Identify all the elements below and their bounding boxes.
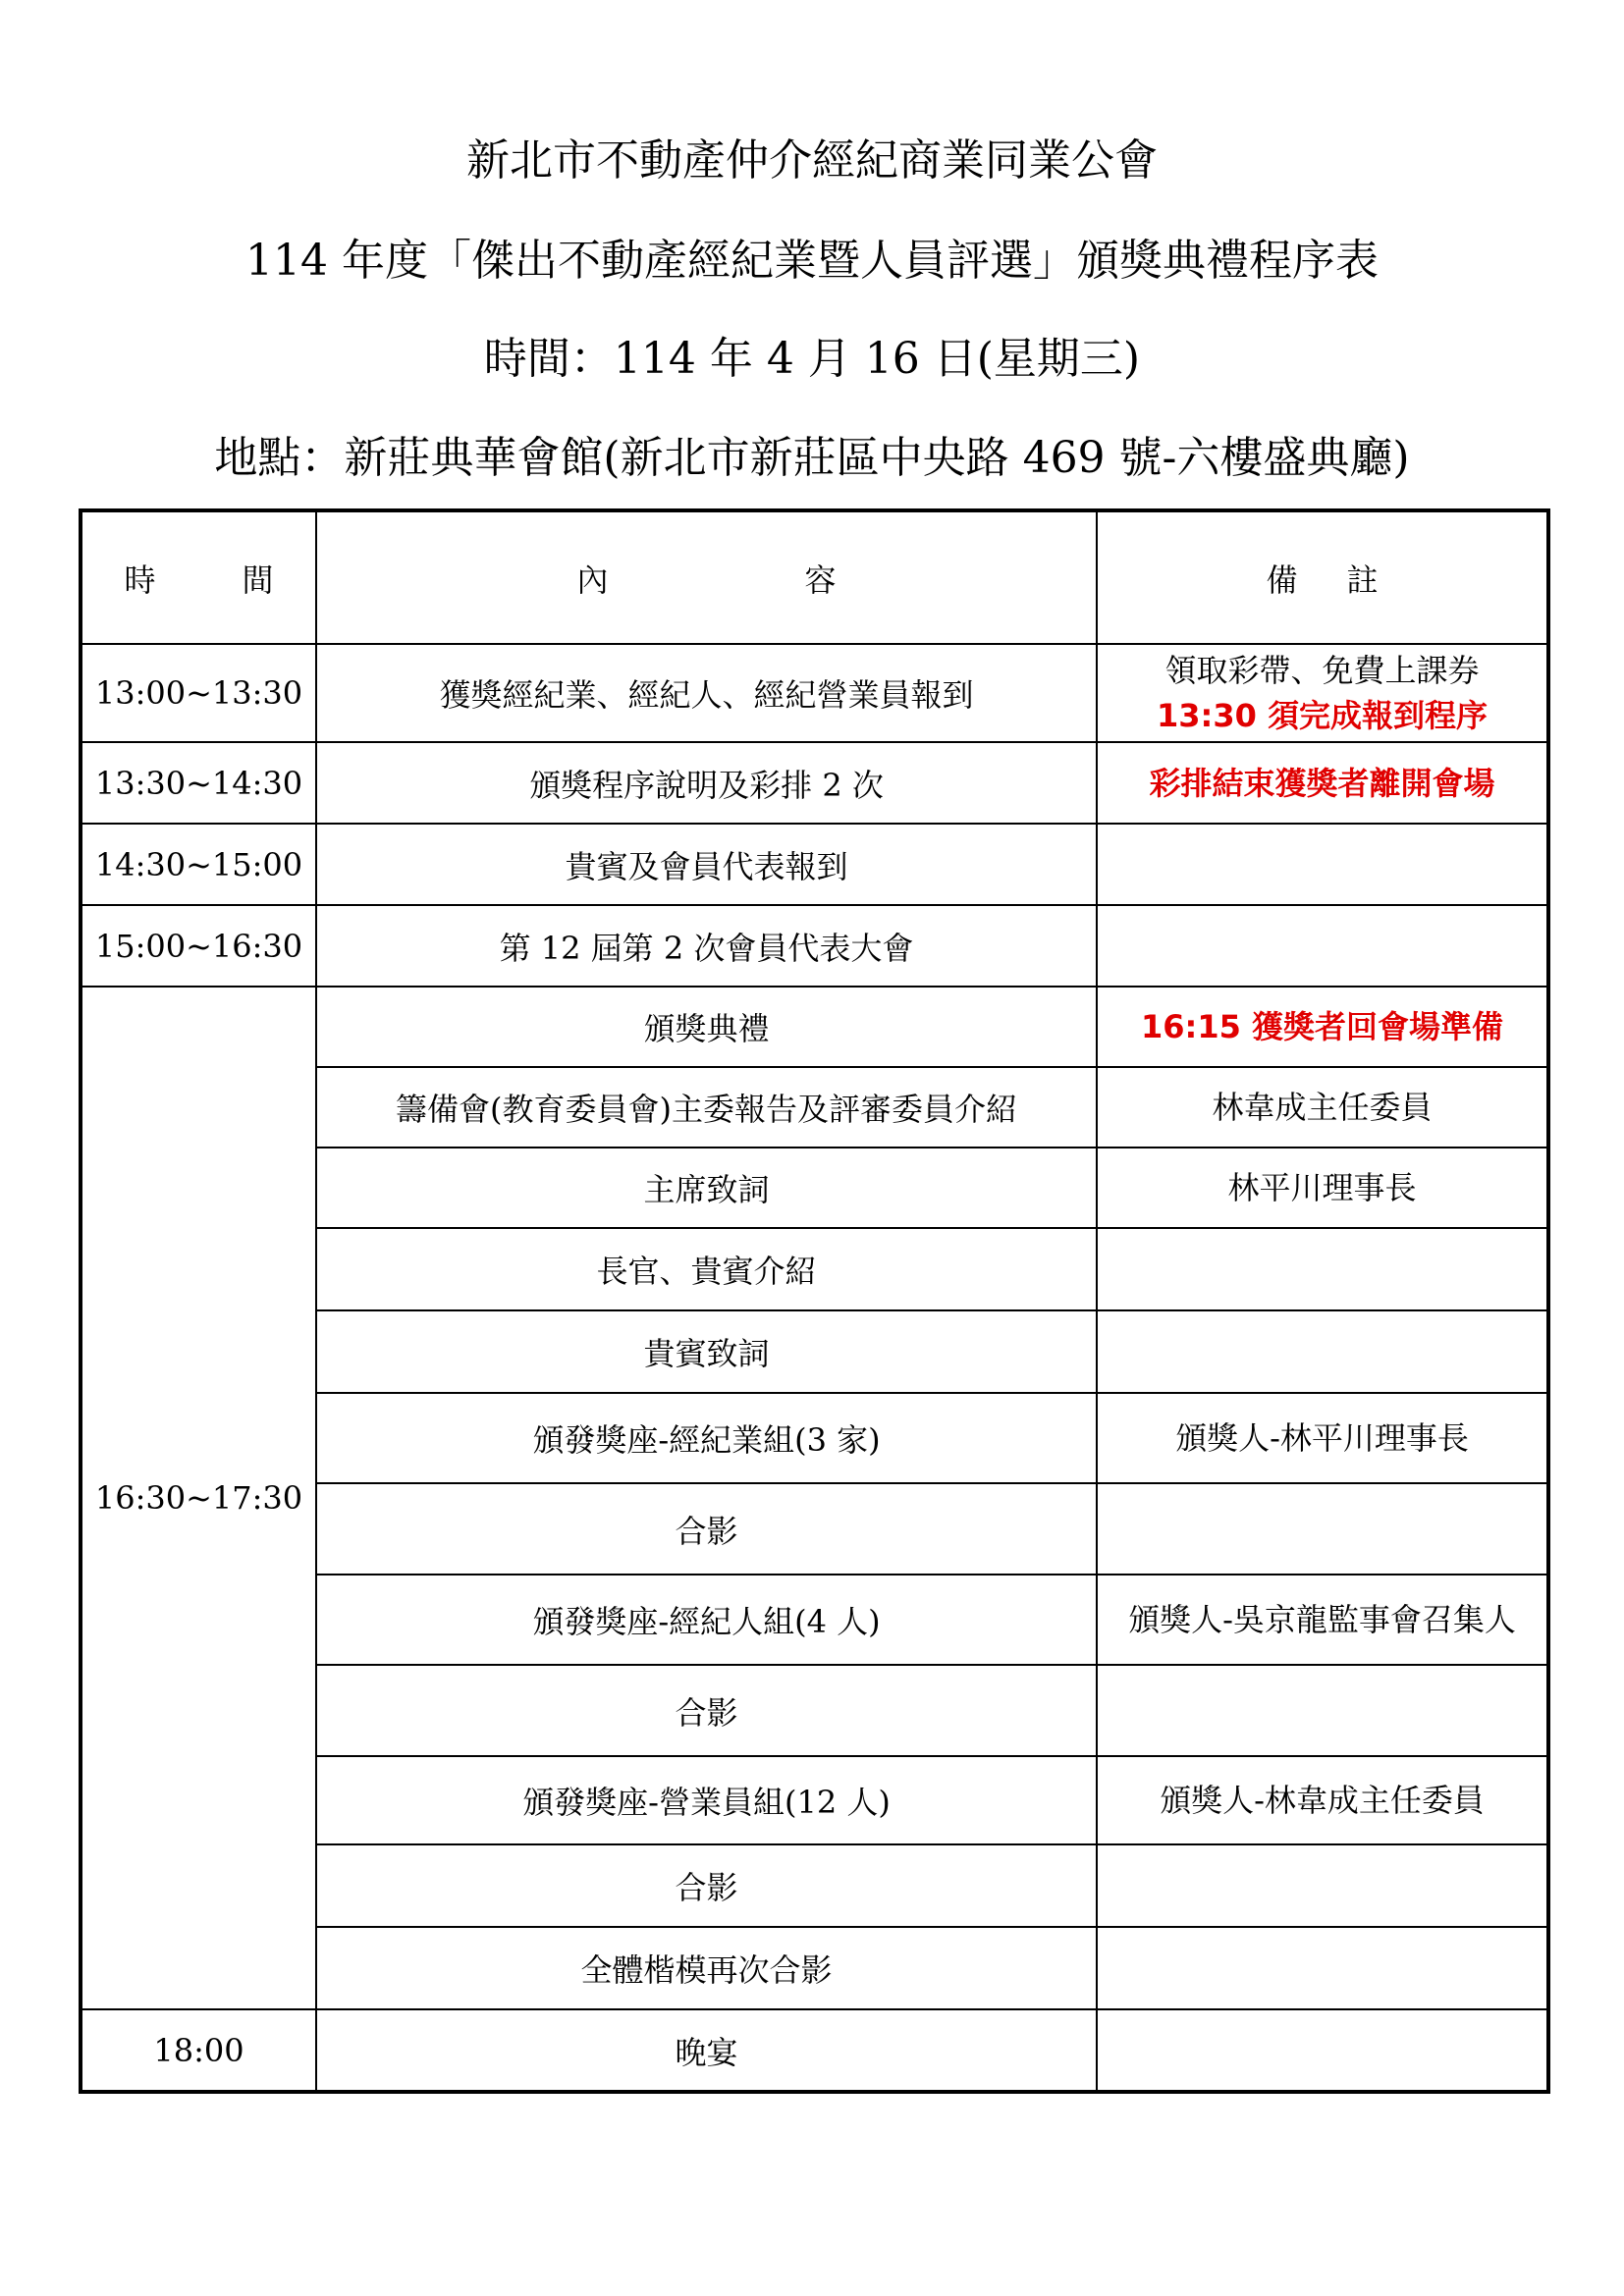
- remark-text: 林平川理事長: [1227, 1169, 1417, 1206]
- remark-cell: [1097, 644, 1548, 742]
- table-header-row: [81, 510, 1548, 644]
- content-cell: 主席致詞: [316, 1148, 1097, 1228]
- remark-cell: [1097, 1756, 1548, 1844]
- remark-text: 頒獎人-林韋成主任委員: [1160, 1782, 1485, 1819]
- content-cell: 晚宴: [316, 2009, 1097, 2092]
- time-cell: 16:30~17:30: [81, 987, 316, 2009]
- remark-cell: [1097, 905, 1548, 987]
- remark-highlight: 16:15 獲獎者回會場準備: [1140, 1008, 1503, 1045]
- header-remark-char-2: 註: [1346, 561, 1379, 599]
- remark-cell: [1097, 1483, 1548, 1575]
- time-cell: 18:00: [81, 2009, 316, 2092]
- remark-cell: [1097, 1844, 1548, 1927]
- remark-cell: [1097, 1393, 1548, 1483]
- header-content-char-1: 內: [576, 561, 609, 599]
- remark-cell: [1097, 1228, 1548, 1310]
- time-cell: 14:30~15:00: [81, 824, 316, 905]
- event-date: 時間：114 年 4 月 16 日(星期三): [483, 334, 1141, 384]
- program-table: [79, 508, 1550, 2094]
- table-row: [81, 905, 1548, 987]
- header-remark: [1097, 510, 1548, 644]
- remark-text: 頒獎人-吳京龍監事會召集人: [1128, 1601, 1516, 1638]
- header-content: [316, 510, 1097, 644]
- header-time: [81, 510, 316, 644]
- table-row: [81, 2009, 1548, 2092]
- remark-highlight: 彩排結束獲獎者離開會場: [1149, 764, 1495, 802]
- remark-cell: [1097, 1575, 1548, 1665]
- header-remark-char-1: 備: [1266, 561, 1298, 599]
- table-row: [81, 824, 1548, 905]
- remark-cell: [1097, 1927, 1548, 2009]
- content-cell: 貴賓及會員代表報到: [316, 824, 1097, 905]
- time-cell: 13:00~13:30: [81, 644, 316, 742]
- event-title: 114 年度「傑出不動產經紀業暨人員評選」頒獎典禮程序表: [245, 236, 1379, 286]
- remark-cell: [1097, 1665, 1548, 1756]
- remark-text: 領取彩帶、免費上課券: [1164, 652, 1480, 689]
- table-row: [81, 644, 1548, 742]
- content-cell: 頒發獎座-經紀業組(3 家): [316, 1393, 1097, 1483]
- content-cell: 頒獎典禮: [316, 987, 1097, 1067]
- event-venue: 地點：新莊典華會館(新北市新莊區中央路 469 號-六樓盛典廳): [214, 433, 1410, 483]
- org-name: 新北市不動產仲介經紀商業同業公會: [466, 135, 1158, 186]
- remark-cell: [1097, 987, 1548, 1067]
- content-cell: 頒發獎座-經紀人組(4 人): [316, 1575, 1097, 1665]
- table-row: [81, 742, 1548, 824]
- table-body: [81, 644, 1548, 2092]
- content-cell: 全體楷模再次合影: [316, 1927, 1097, 2009]
- content-cell: 頒發獎座-營業員組(12 人): [316, 1756, 1097, 1844]
- remark-cell: [1097, 742, 1548, 824]
- content-cell: 頒獎程序說明及彩排 2 次: [316, 742, 1097, 824]
- content-cell: 第 12 屆第 2 次會員代表大會: [316, 905, 1097, 987]
- remark-cell: [1097, 1310, 1548, 1393]
- remark-cell: [1097, 1067, 1548, 1148]
- time-cell: 13:30~14:30: [81, 742, 316, 824]
- remark-cell: [1097, 824, 1548, 905]
- remark-highlight: 13:30 須完成報到程序: [1156, 697, 1488, 734]
- header-time-char-1: 時: [124, 561, 156, 599]
- header-time-char-2: 間: [242, 561, 274, 599]
- content-cell: 合影: [316, 1844, 1097, 1927]
- time-cell: 15:00~16:30: [81, 905, 316, 987]
- content-cell: 獲獎經紀業、經紀人、經紀營業員報到: [316, 644, 1097, 742]
- content-cell: 合影: [316, 1665, 1097, 1756]
- remark-text: 頒獎人-林平川理事長: [1175, 1419, 1469, 1457]
- content-cell: 合影: [316, 1483, 1097, 1575]
- content-cell: 長官、貴賓介紹: [316, 1228, 1097, 1310]
- header-content-char-2: 容: [804, 561, 837, 599]
- table-row: [81, 987, 1548, 1067]
- remark-text: 林韋成主任委員: [1212, 1089, 1433, 1126]
- content-cell: 貴賓致詞: [316, 1310, 1097, 1393]
- remark-cell: [1097, 1148, 1548, 1228]
- remark-cell: [1097, 2009, 1548, 2092]
- content-cell: 籌備會(教育委員會)主委報告及評審委員介紹: [316, 1067, 1097, 1148]
